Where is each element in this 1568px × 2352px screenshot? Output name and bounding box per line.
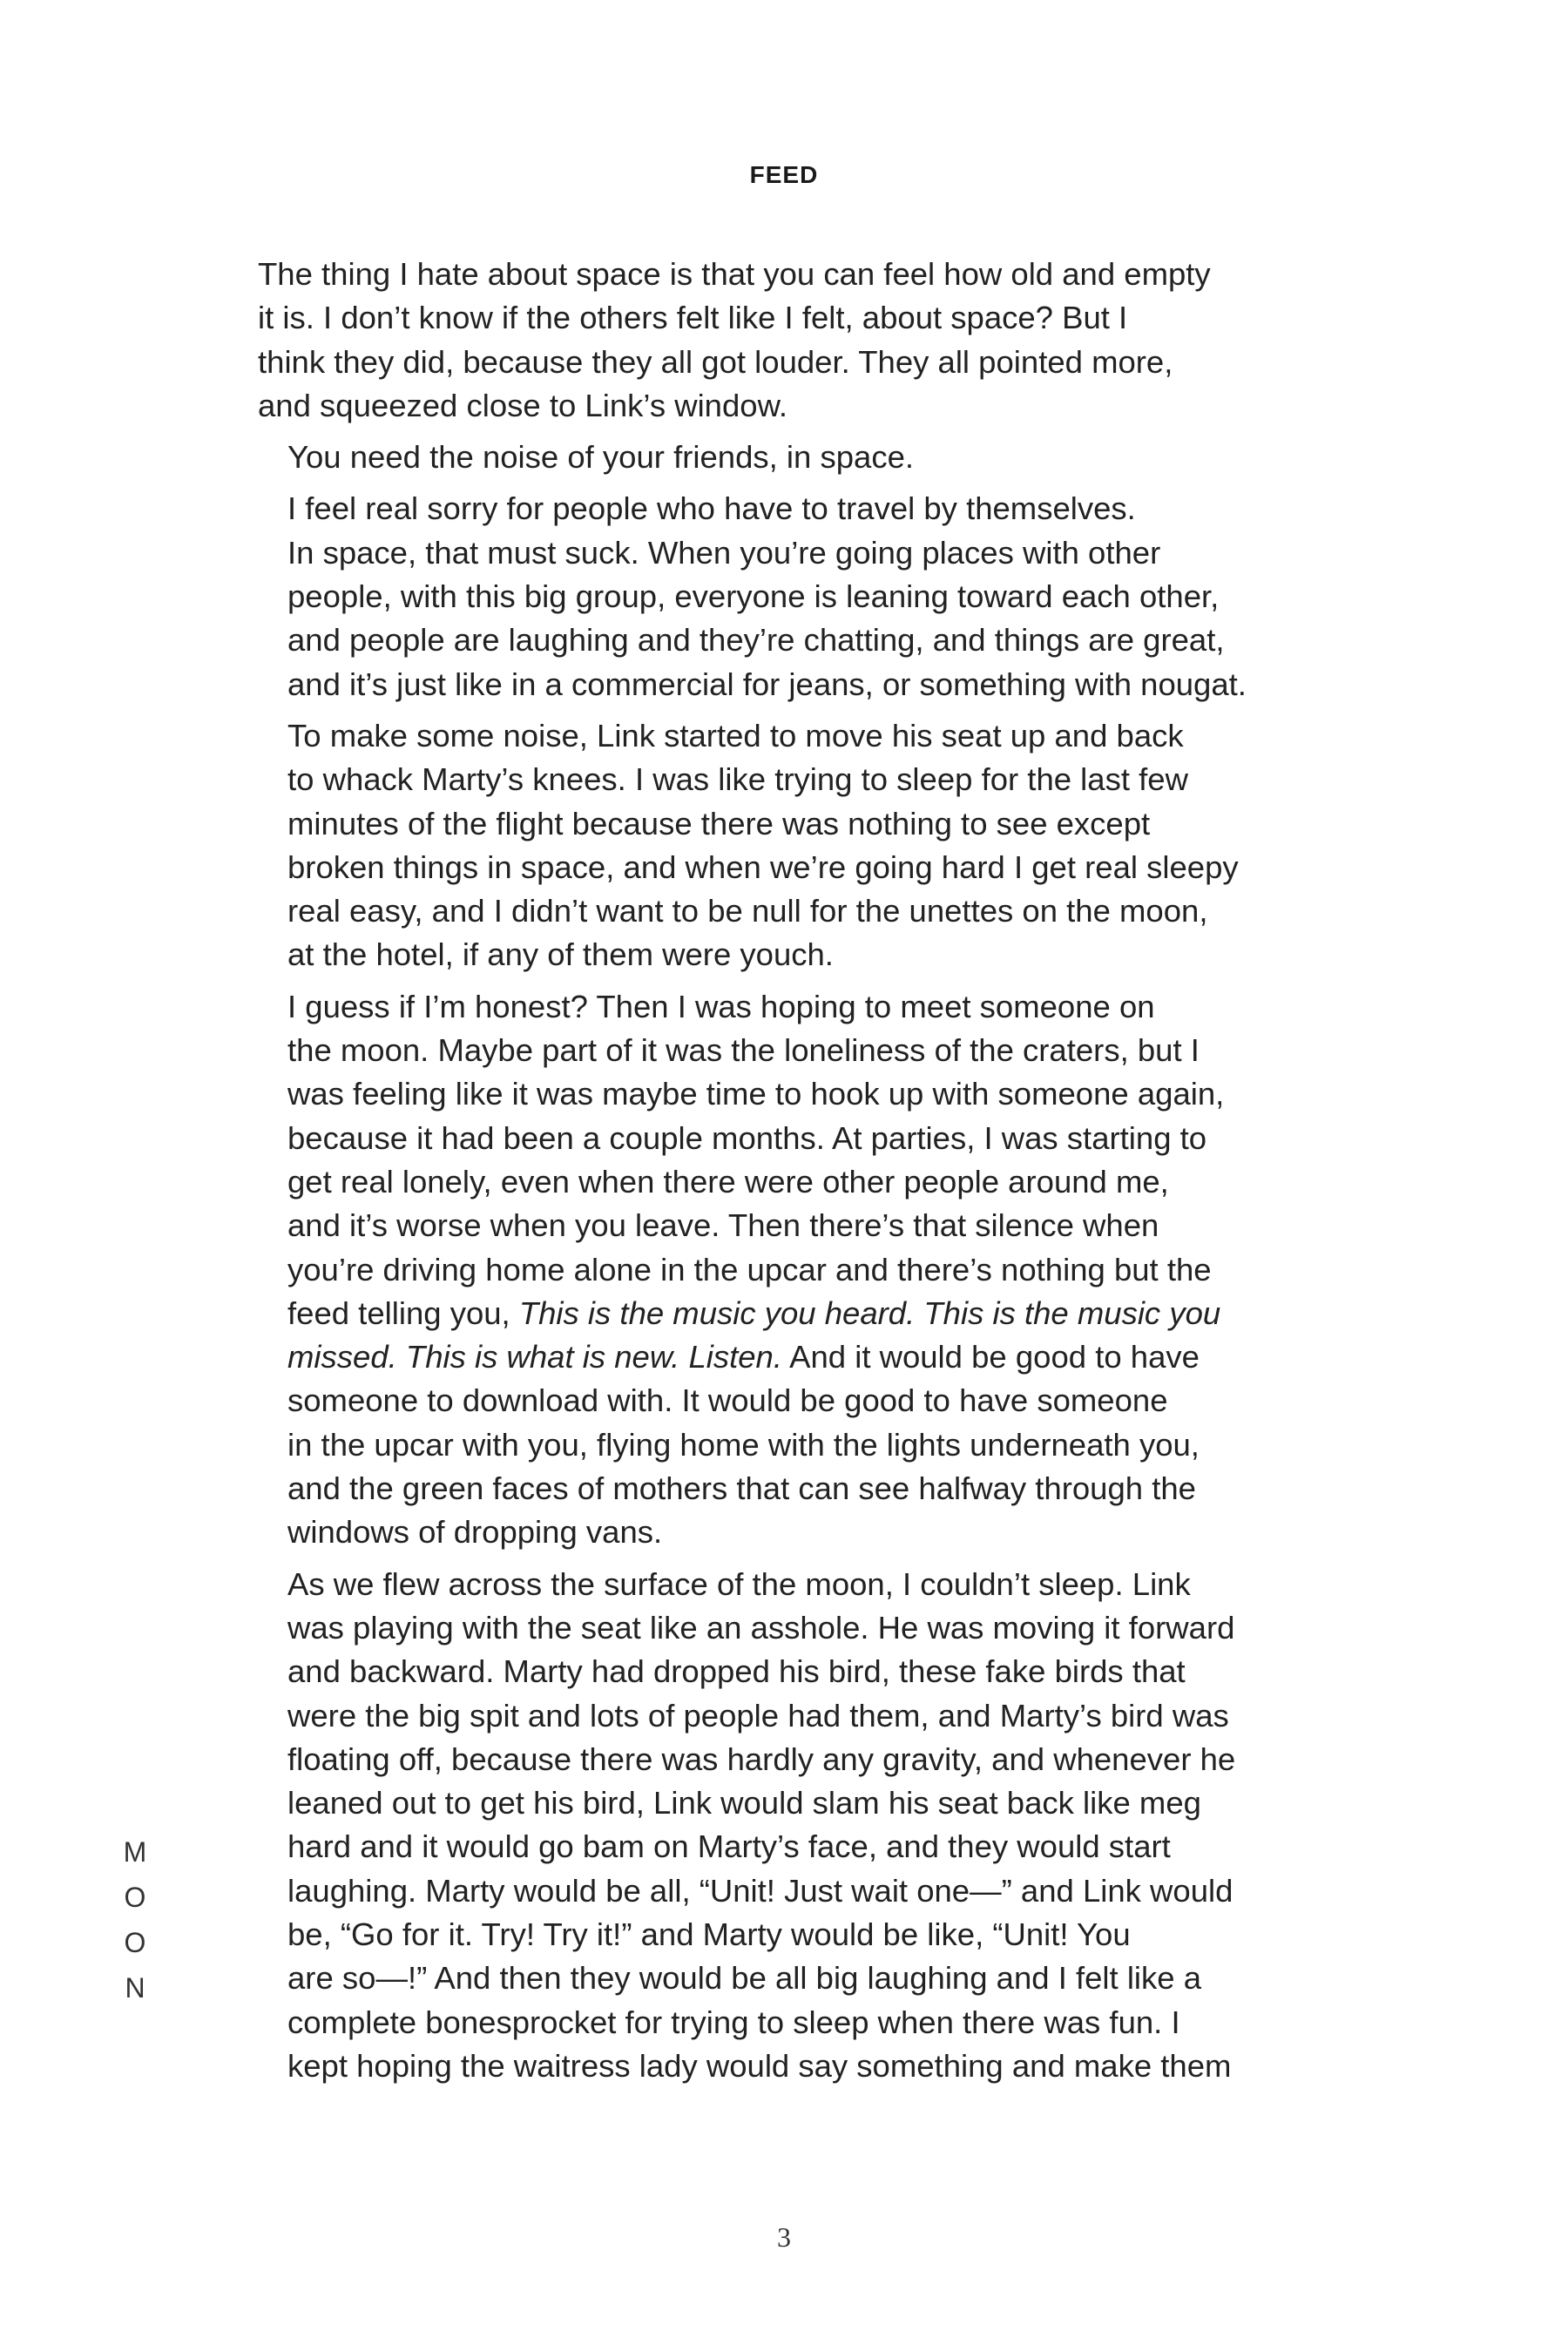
paragraph-3 (258, 487, 1260, 706)
text-line: think they did, because they all got louder. They all pointed more, (258, 343, 1173, 380)
text-line: and squeezed close to Link’s window. (258, 387, 788, 423)
text-line: minutes of the flight because there was nothing to see except (287, 805, 1151, 841)
text-line: As we flew across the surface of the moon, I couldn’t sleep. Link (287, 1565, 1191, 1602)
side-section-label (118, 1829, 152, 2011)
paragraph-6 (258, 1563, 1260, 2089)
text-line: In space, that must suck. When you’re going places with other (287, 534, 1161, 571)
text-line: hard and it would go bam on Marty’s face, and they would start (287, 1828, 1171, 1865)
text-line: floating off, because there was hardly any gravity, and whenever he (287, 1740, 1236, 1777)
text-line: laughing. Marty would be all, “Unit! Just wait one—” and Link would (287, 1872, 1233, 1909)
paragraph-2 (258, 436, 1260, 479)
text-line: real easy, and I didn’t want to be null for the unettes on the moon, (287, 893, 1208, 929)
text-line: are so—!” And then they would be all big laughing and I felt like a (287, 1960, 1202, 1997)
text-line: and backward. Marty had dropped his bird, these fake birds that (287, 1653, 1186, 1690)
text-line: and it’s worse when you leave. Then there’s that silence when (287, 1207, 1159, 1244)
side-letter: O (124, 1927, 146, 1958)
paragraph-1 (258, 253, 1260, 428)
body-text (258, 253, 1260, 2096)
side-letter: M (123, 1836, 147, 1868)
text-line: leaned out to get his bird, Link would slam his seat back like meg (287, 1785, 1201, 1821)
text-line: was feeling like it was maybe time to hook up with someone again, (287, 1076, 1225, 1112)
text-line: because it had been a couple months. At parties, I was starting to (287, 1119, 1207, 1156)
italic-quote: This is the music you heard. This is the music you (518, 1294, 1221, 1331)
text-line: The thing I hate about space is that you can feel how old and empty (258, 256, 1211, 292)
text-line: and people are laughing and they’re chatting, and things are great, (287, 622, 1225, 659)
text-line: get real lonely, even when there were other people around me, (287, 1163, 1169, 1200)
text-line: someone to download with. It would be good to have someone (287, 1382, 1168, 1419)
text-line: in the upcar with you, flying home with the lights underneath you, (287, 1426, 1200, 1463)
paragraph-4 (258, 714, 1260, 977)
text-line: you’re driving home alone in the upcar and there’s nothing but the (287, 1251, 1212, 1288)
text-segment: And it would be good to have (782, 1339, 1200, 1375)
text-line: You need the noise of your friends, in space. (287, 439, 915, 476)
text-line: to whack Marty’s knees. I was like trying to sleep for the last few (287, 761, 1188, 798)
text-line: To make some noise, Link started to move his seat up and back (287, 717, 1184, 754)
text-line: was playing with the seat like an asshole. He was moving it forward (287, 1609, 1235, 1646)
side-letter: O (124, 1882, 146, 1913)
text-line: and it’s just like in a commercial for jeans, or something with nougat. (287, 666, 1247, 702)
text-line: windows of dropping vans. (287, 1514, 663, 1551)
text-line: at the hotel, if any of them were youch. (287, 936, 834, 973)
text-line: be, “Go for it. Try! Try it!” and Marty would be like, “Unit! You (287, 1916, 1131, 1952)
text-line: complete bonesprocket for trying to sleep when there was fun. I (287, 2004, 1180, 2040)
text-line: I feel real sorry for people who have to travel by themselves. (287, 490, 1136, 527)
page-number: 3 (777, 2221, 791, 2253)
text-segment: feed telling you, (287, 1294, 519, 1331)
text-line-mixed (258, 1335, 1260, 1379)
text-line: people, with this big group, everyone is leaning toward each other, (287, 578, 1220, 615)
side-letter: N (125, 1972, 145, 2004)
italic-quote: missed. This is what is new. Listen. (287, 1339, 782, 1375)
text-line: the moon. Maybe part of it was the loneliness of the craters, but I (287, 1032, 1200, 1069)
running-header: FEED (749, 161, 819, 188)
text-line: kept hoping the waitress lady would say something and make them (287, 2047, 1232, 2084)
text-line: broken things in space, and when we’re going hard I get real sleepy (287, 848, 1239, 885)
text-line: and the green faces of mothers that can see halfway through the (287, 1470, 1196, 1507)
text-line: I guess if I’m honest? Then I was hoping to meet someone on (287, 988, 1155, 1024)
text-line: were the big spit and lots of people had them, and Marty’s bird was (287, 1697, 1229, 1734)
text-line: it is. I don’t know if the others felt like I felt, about space? But I (258, 300, 1128, 336)
text-line-mixed (258, 1292, 1260, 1335)
paragraph-5 (258, 985, 1260, 1555)
